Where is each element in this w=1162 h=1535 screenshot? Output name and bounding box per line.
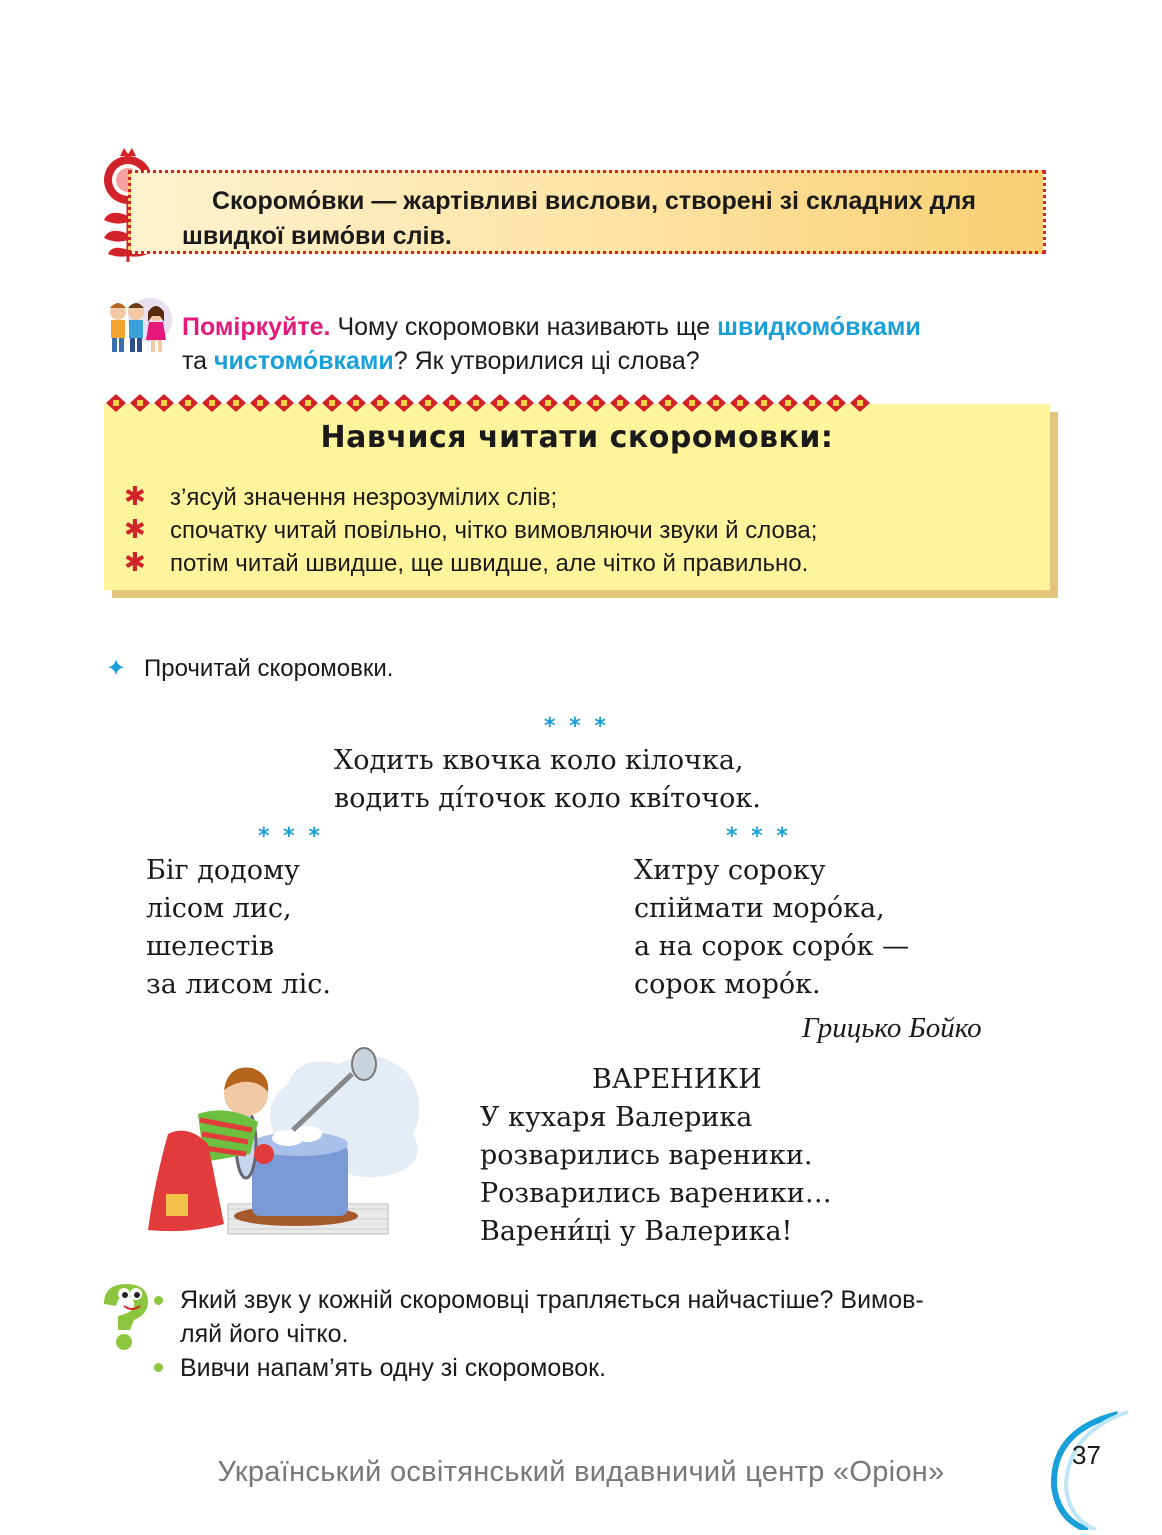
ornament-center: [449, 400, 455, 406]
ornament-center: [569, 400, 575, 406]
question-line: Який звук у кожній скоромовці трапляється найчастіше? Вимов-: [180, 1286, 924, 1314]
rule-item: [124, 514, 817, 546]
ornament-center: [377, 400, 383, 406]
ornament-center: [689, 400, 695, 406]
star-bullet-icon: ✱: [124, 514, 146, 544]
poem-3: [634, 852, 909, 1004]
rule-text: потім читай швидше, ще швидше, але чітко й правильно.: [170, 550, 809, 577]
poem-line: спіймати моро́ка,: [634, 893, 885, 924]
think-text-3: ? Як утворилися ці слова?: [393, 347, 700, 375]
ornament-center: [665, 400, 671, 406]
definition-text: [182, 184, 1042, 254]
page-number: 37: [1072, 1440, 1101, 1470]
question-2: Вивчи напам’ять одну зі скоромовок.: [180, 1354, 607, 1382]
poem-line: за лисом ліс.: [146, 969, 332, 1000]
definition-term: Скоромо́вки: [212, 187, 365, 215]
question-1: [180, 1283, 924, 1351]
star-bullet-icon: ✱: [124, 481, 146, 511]
ornament-center: [857, 400, 863, 406]
sparkle-icon: ✦: [106, 655, 127, 682]
rule-text: з’ясуй значення незрозумілих слів;: [170, 484, 558, 511]
ornament-center: [401, 400, 407, 406]
poem-line: лісом лис,: [146, 893, 292, 924]
poem-4-title: ВАРЕНИКИ: [592, 1064, 762, 1095]
poem-line: Хитру сороку: [634, 855, 826, 886]
separator-stars: * * *: [544, 714, 609, 739]
poem-line: У кухаря Валерика: [480, 1102, 753, 1133]
star-bullet-icon: ✱: [124, 547, 146, 577]
instruction-text: Прочитай скоромовки.: [144, 655, 394, 682]
embroidery-ornament: [104, 392, 870, 414]
poem-line: шелестів: [146, 931, 275, 962]
publisher-footer: Український освітянський видавничий центр «Оріон»: [217, 1456, 945, 1488]
ornament-center: [809, 400, 815, 406]
think-label: Поміркуйте.: [182, 313, 331, 341]
question-mark-icon: [98, 1282, 154, 1352]
poem-line: розварились вареники.: [480, 1140, 813, 1171]
think-word-1: швидкомо́вками: [717, 313, 921, 341]
ornament-center: [497, 400, 503, 406]
separator-stars: * * *: [258, 824, 323, 849]
ornament-center: [353, 400, 359, 406]
ornament-center: [593, 400, 599, 406]
ornament-center: [137, 400, 143, 406]
poem-line: Біг додому: [146, 855, 300, 886]
rule-text: спочатку читай повільно, чітко вимовляючи звуки й слова;: [170, 517, 818, 544]
poem-line: Варени́ці у Валерика!: [480, 1216, 793, 1247]
instruction: [106, 654, 393, 683]
rule-item: [124, 547, 808, 579]
cooking-boy-illustration: [128, 1034, 424, 1246]
ornament-center: [545, 400, 551, 406]
ornament-center: [521, 400, 527, 406]
poem-1: [334, 742, 761, 818]
definition-body: — жартівливі вислови, створені зі складних для швидкої вимо́ви слів.: [182, 187, 976, 250]
ornament-center: [257, 400, 263, 406]
question-bullet: [154, 1296, 163, 1305]
ornament-center: [785, 400, 791, 406]
ornament-center: [713, 400, 719, 406]
poem-2: [146, 852, 331, 1004]
ornament-center: [233, 400, 239, 406]
ornament-center: [305, 400, 311, 406]
think-word-2: чистомо́вками: [214, 347, 394, 375]
ornament-center: [161, 400, 167, 406]
ornament-center: [737, 400, 743, 406]
ornament-center: [641, 400, 647, 406]
think-text-2: та: [182, 347, 215, 375]
ornament-center: [329, 400, 335, 406]
separator-stars: * * *: [726, 824, 791, 849]
author-name: Грицько Бойко: [802, 1012, 982, 1044]
ornament-center: [209, 400, 215, 406]
poem-line: а на сорок соро́к —: [634, 931, 910, 962]
ornament-center: [473, 400, 479, 406]
think-text-1: Чому скоромовки називають ще: [330, 313, 718, 341]
poem-line: водить ді́точок коло кві́точок.: [334, 783, 761, 814]
ornament-center: [113, 400, 119, 406]
children-icon: [102, 296, 172, 358]
poem-line: сорок моро́к.: [634, 969, 821, 1000]
ornament-center: [281, 400, 287, 406]
think-question: [182, 310, 1062, 378]
ornament-center: [833, 400, 839, 406]
ornament-center: [425, 400, 431, 406]
poem-4: [480, 1099, 832, 1251]
poem-line: Ходить квочка коло кілочка,: [334, 745, 744, 776]
question-line: ляй його чітко.: [180, 1320, 349, 1348]
poem-line: Розварились вареники…: [480, 1178, 832, 1209]
rules-title: Навчися читати скоромовки:: [320, 420, 834, 455]
ornament-center: [617, 400, 623, 406]
ornament-center: [185, 400, 191, 406]
rule-item: [124, 481, 557, 513]
question-bullet: [154, 1363, 163, 1372]
ornament-center: [761, 400, 767, 406]
